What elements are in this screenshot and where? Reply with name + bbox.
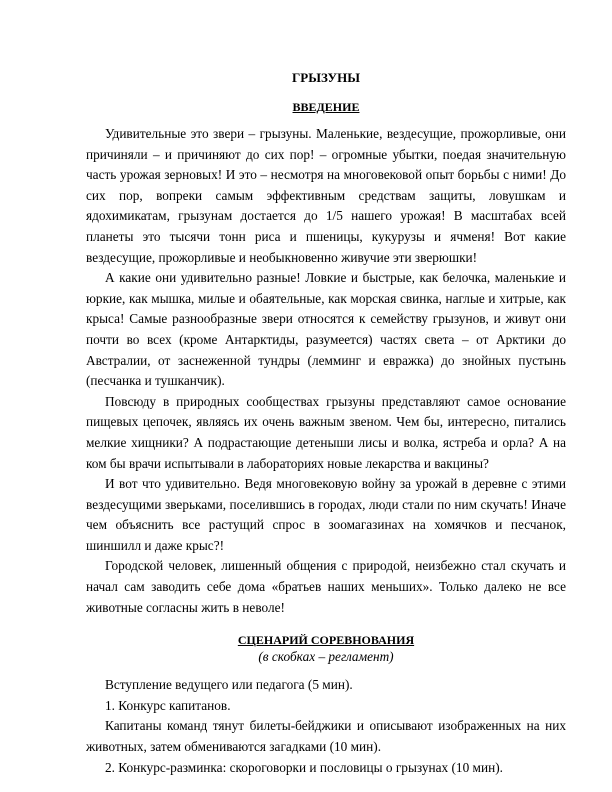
intro-paragraph-1: Удивительные это звери – грызуны. Маленькие, вездесущие, прожорливые, они причиняли – и причиняют до сих пор! – огромные убытки, поедая значительную часть урожая зерновых! И это – несмотря на многовековой опыт борьбы с ними! До сих пор, вопреки самым эффективным средствам защиты, ловушкам и ядохимикатам, грызунам достается до 1/5 нашего урожая! В масштабах всей планеты это тысячи тонн риса и пшеницы, кукурузы и ячменя! Вот какие вездесущие, прожорливые и необыкновенно живучие эти зверюшки! bbox=[86, 126, 566, 265]
introduction-heading: ВВЕДЕНИЕ bbox=[292, 100, 360, 114]
scenario-item-1: Вступление ведущего или педагога (5 мин). bbox=[105, 677, 353, 693]
scenario-note: (в скобках – регламент) bbox=[258, 649, 394, 665]
intro-paragraph-5: Городской человек, лишенный общения с природой, неизбежно стал скучать и начал сам заводить себе дома «братьев наших меньших». Только далеко не все животные согласны жить в неволе! bbox=[86, 558, 566, 615]
document-title: ГРЫЗУНЫ bbox=[292, 70, 360, 85]
scenario-item-2: 1. Конкурс капитанов. bbox=[105, 697, 231, 713]
intro-paragraph-2: А какие они удивительно разные! Ловкие и быстрые, как белочка, маленькие и юркие, как мышка, милые и обаятельные, как морская свинка, наглые и хитрые, как крыса! Самые разнообразные звери относятся к семейству грызунов, и живут они почти во всех (кроме Антарктиды, разумеется) частях света – от Арктики до Австралии, от заснеженной тундры (лемминг и евражка) до знойных пустынь (песчанка и тушканчик). bbox=[86, 270, 566, 389]
scenario-heading: СЦЕНАРИЙ СОРЕВНОВАНИЯ bbox=[237, 633, 415, 648]
scenario-item-3: Капитаны команд тянут билеты-бейджики и описывают изображенных на них животных, затем обмениваются загадками (10 мин). bbox=[86, 718, 566, 755]
intro-paragraph-3: Повсюду в природных сообществах грызуны представляют самое основание пищевых цепочек, являясь их очень важным звеном. Чем бы, интересно, питались мелкие хищники? А подрастающие детеныши лисы и волка, ястреба и орла? А на ком бы врачи испытывали в лабораториях новые лекарства и вакцины? bbox=[86, 393, 566, 471]
intro-paragraph-4: И вот что удивительно. Ведя многовековую войну за урожай в деревне с этими вездесущими зверьками, поселившись в городах, люди стали по ним скучать! Иначе чем объяснить все растущий спрос в зоомагазинах на хомячков и песчанок, шиншилл и даже крыс?! bbox=[86, 476, 566, 553]
scenario-item-4: 2. Конкурс-разминка: скороговорки и пословицы о грызунах (10 мин). bbox=[105, 759, 503, 775]
